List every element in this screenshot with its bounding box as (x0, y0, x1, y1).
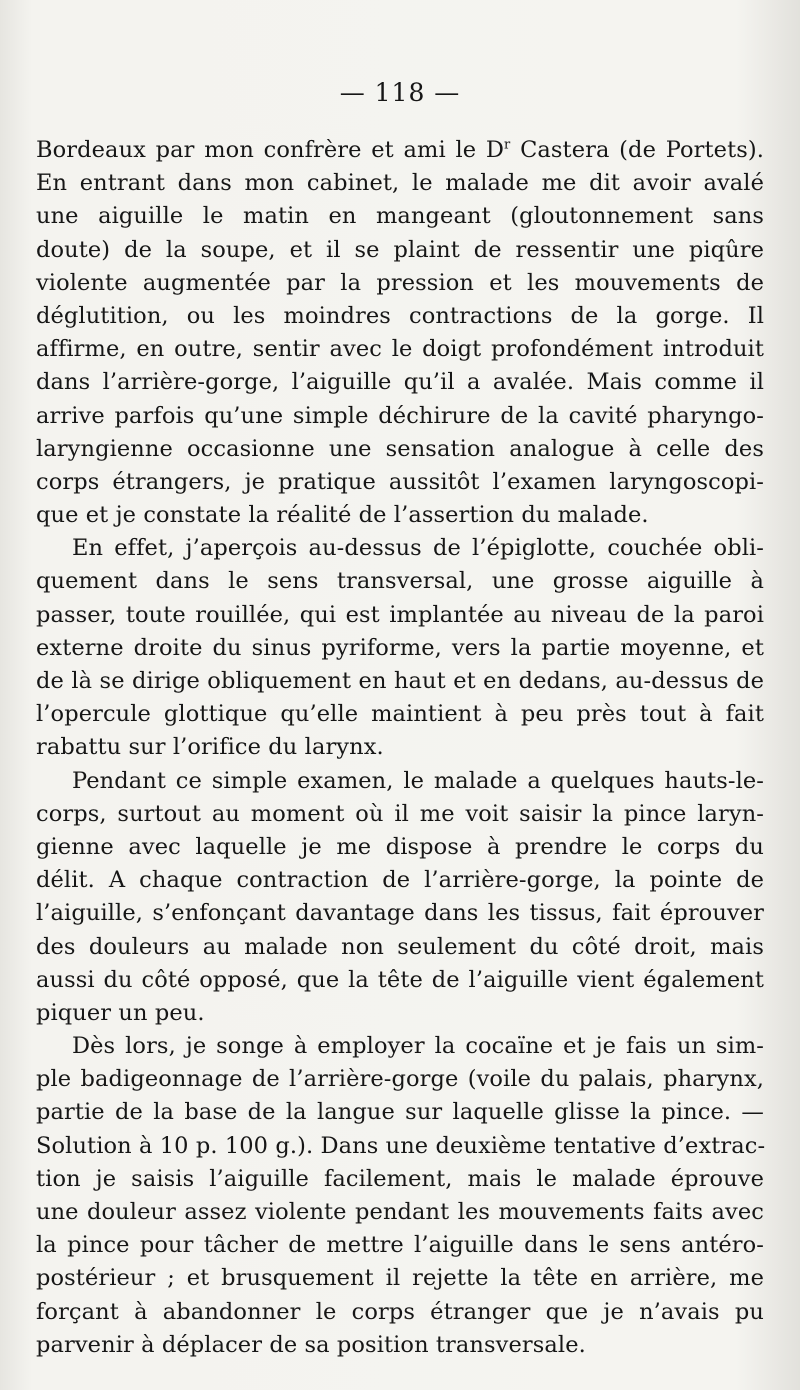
text-line-content: arrive parfois qu’une simple déchirure de la cavité pharyngo- (36, 402, 764, 429)
text-line-content: rabattu sur l’orifice du larynx. (36, 734, 384, 761)
text-line-content: aussi du côté opposé, que la tête de l’aiguille vient également (36, 966, 764, 993)
text-line-content: l’opercule glottique qu’elle maintient à peu près tout à fait (36, 701, 764, 728)
text-line (36, 1163, 764, 1196)
text-line-content: piquer un peu. (36, 999, 205, 1026)
text-line-content: violente augmentée par la pression et les mouvements de (36, 269, 764, 296)
text-line (36, 466, 764, 499)
body-text (36, 134, 764, 1362)
text-line-content: partie de la base de la langue sur laquelle glisse la pince. — (36, 1099, 764, 1126)
text-line-content: Pendant ce simple examen, le malade a quelques hauts-le- (72, 767, 764, 794)
text-line-content: En entrant dans mon cabinet, le malade me dit avoir avalé (36, 170, 764, 197)
text-line (36, 433, 764, 466)
text-line-content: tion je saisis l’aiguille facilement, mais le malade éprouve (36, 1165, 764, 1192)
text-line-content: laryngienne occasionne une sensation analogue à celle des (36, 435, 764, 462)
text-line (36, 234, 764, 267)
text-line-content: externe droite du sinus pyriforme, vers la partie moyenne, et (36, 634, 764, 661)
text-line (36, 665, 764, 698)
text-line-content: Castera (de Portets). (510, 137, 764, 163)
text-line-content: corps, surtout au moment où il me voit saisir la pince laryn- (36, 800, 764, 827)
text-line-content: passer, toute rouillée, qui est implantée au niveau de la paroi (36, 601, 764, 628)
text-line (36, 864, 764, 897)
text-line (36, 400, 764, 433)
text-line (36, 532, 764, 565)
text-line-content: corps étrangers, je pratique aussitôt l’examen laryngoscopi- (36, 468, 764, 495)
text-line (36, 300, 764, 333)
text-line (36, 731, 764, 764)
text-line-content: forçant à abandonner le corps étranger que je n’avais pu (36, 1298, 764, 1325)
text-line-content: parvenir à déplacer de sa position transversale. (36, 1331, 586, 1358)
text-line-content: l’aiguille, s’enfonçant davantage dans les tissus, fait éprouver (36, 900, 764, 927)
text-line-content: En effet, j’aperçois au-dessus de l’épiglotte, couchée obli- (72, 535, 764, 562)
text-line-content: de là se dirige obliquement en haut et en dedans, au-dessus de (36, 668, 764, 694)
text-line (36, 1196, 764, 1229)
text-line-content: Bordeaux par mon confrère et ami le D (36, 137, 505, 163)
text-line-content: ple badigeonnage de l’arrière-gorge (voile du palais, pharynx, (36, 1066, 764, 1093)
text-line-content: postérieur ; et brusquement il rejette la tête en arrière, me (36, 1265, 764, 1292)
text-line (36, 698, 764, 731)
text-line (36, 798, 764, 831)
text-line-content: doute) de la soupe, et il se plaint de ressentir une piqûre (36, 236, 764, 263)
text-line-content: que et je constate la réalité de l’assertion du malade. (36, 502, 649, 529)
page-number: — 118 — (339, 78, 461, 107)
text-line-content: des douleurs au malade non seulement du côté droit, mais (36, 933, 764, 960)
text-line (36, 964, 764, 997)
text-line-content: affirme, en outre, sentir avec le doigt profondément introduit (36, 336, 764, 363)
text-line-content: une douleur assez violente pendant les mouvements faits avec (36, 1199, 764, 1225)
superscript: r (504, 137, 511, 153)
text-line (36, 931, 764, 964)
text-line (36, 632, 764, 665)
text-line (36, 599, 764, 632)
text-line-content: Dès lors, je songe à employer la cocaïne et je fais un sim- (72, 1033, 764, 1060)
text-line-content: la pince pour tâcher de mettre l’aiguille dans le sens antéro- (36, 1232, 764, 1259)
text-line-content: Solution à 10 p. 100 g.). Dans une deuxième tentative d’extrac- (36, 1132, 766, 1159)
text-line-content: déglutition, ou les moindres contractions de la gorge. Il (36, 302, 764, 329)
text-line (36, 1296, 764, 1329)
text-line (36, 1229, 764, 1262)
text-line (36, 1262, 764, 1295)
text-line (36, 333, 764, 366)
text-line-content: quement dans le sens transversal, une grosse aiguille à (36, 568, 764, 595)
text-line (36, 1030, 764, 1063)
text-line (36, 1329, 764, 1362)
text-line-content: dans l’arrière-gorge, l’aiguille qu’il a avalée. Mais comme il (36, 369, 764, 396)
text-line (36, 1096, 764, 1129)
text-line-content: délit. A chaque contraction de l’arrière-gorge, la pointe de (36, 867, 764, 894)
text-line (36, 366, 764, 399)
text-line (36, 897, 764, 930)
text-line-content: une aiguille le matin en mangeant (gloutonnement sans (36, 203, 764, 230)
text-line (36, 1063, 764, 1096)
text-line (36, 267, 764, 300)
text-line (36, 565, 764, 598)
text-line (36, 1130, 764, 1163)
text-line-content: gienne avec laquelle je me dispose à prendre le corps du (36, 833, 764, 860)
text-line (36, 765, 764, 798)
text-line (36, 831, 764, 864)
text-line (36, 499, 764, 532)
text-line (36, 167, 764, 200)
text-line (36, 997, 764, 1030)
text-line (36, 134, 764, 167)
text-line (36, 200, 764, 233)
